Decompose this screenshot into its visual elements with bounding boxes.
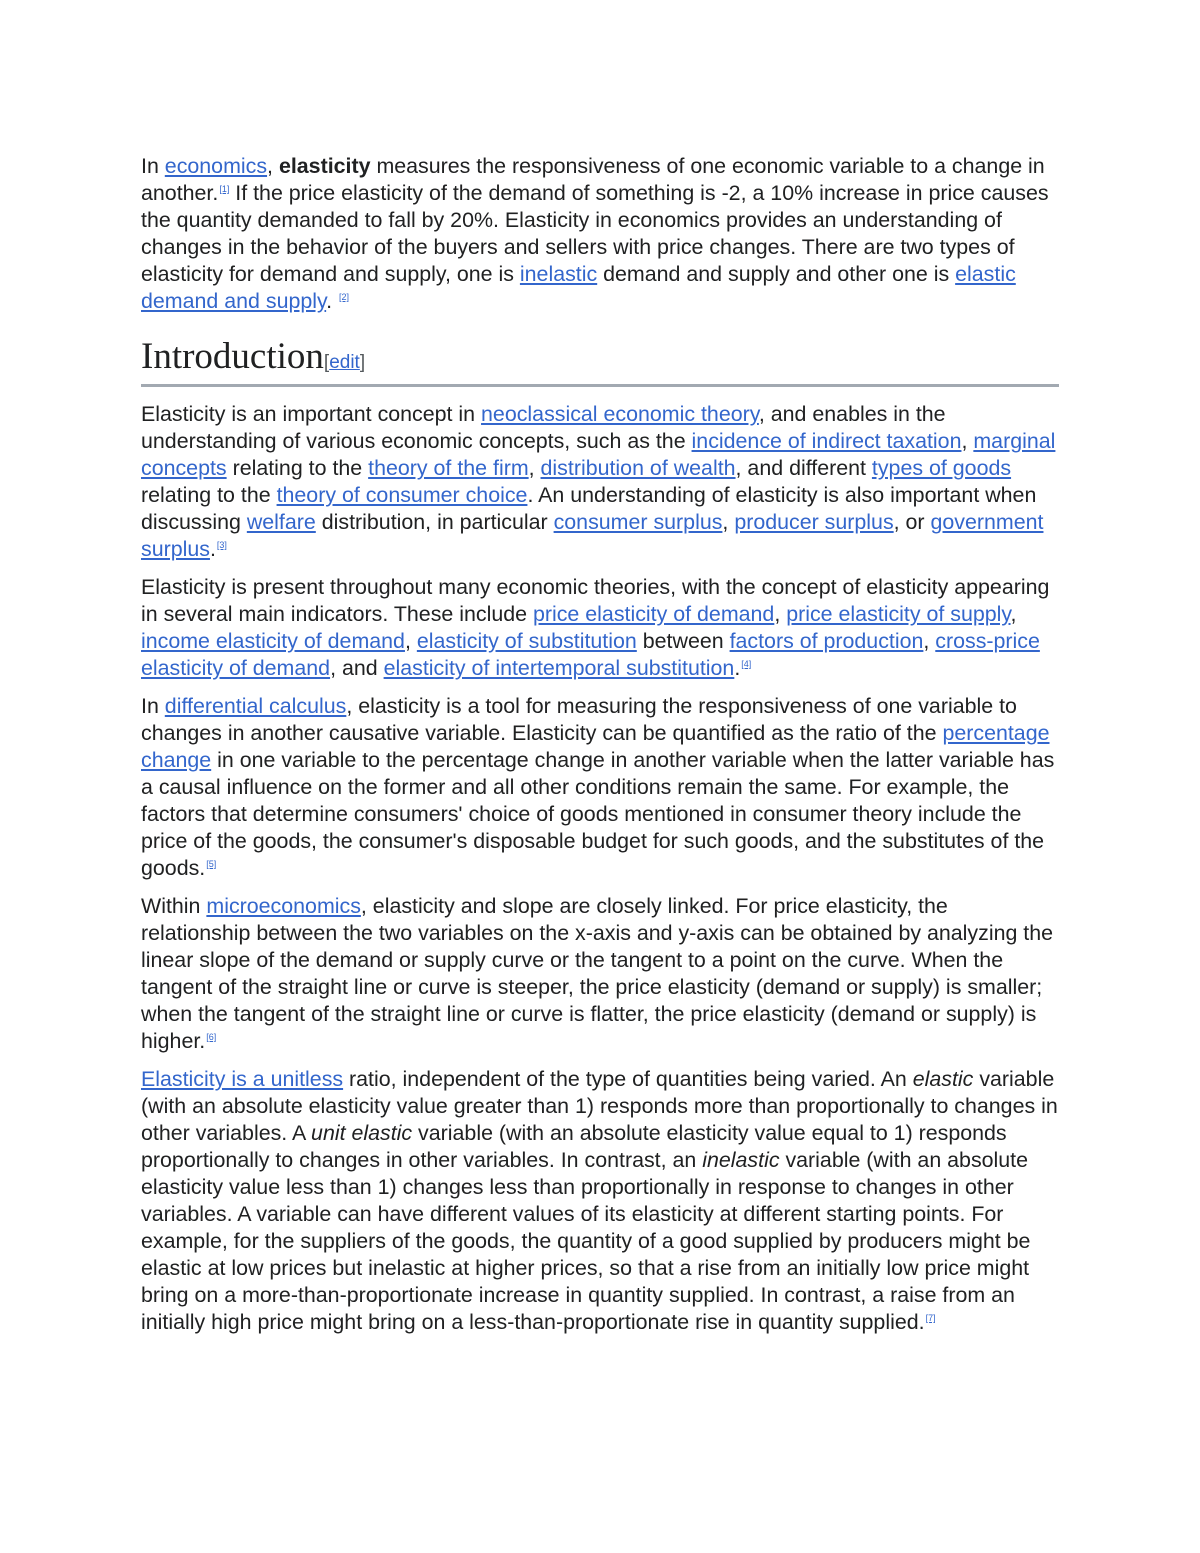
text: , and different xyxy=(735,456,872,480)
heading-title: Introduction xyxy=(141,336,324,377)
text: in one variable to the percentage change in another variable when the latter variable has a causal influence on the former and all other conditions remain the same. For example, the factors that determine consumers' choice of goods mentioned in consumer theory include the price of the goods, the consumer's disposable budget for such goods, and the substitutes of the goods. xyxy=(141,748,1055,880)
text: measures the responsiveness of one economic variable to a change in another. xyxy=(141,154,1045,205)
citation-4[interactable]: [4] xyxy=(741,658,752,669)
text: In xyxy=(141,694,165,718)
text: variable (with an absolute elasticity value greater than 1) responds more than proportionally to changes in other variables. A xyxy=(141,1067,1058,1145)
link-types-of-goods[interactable]: types of goods xyxy=(871,456,1012,480)
edit-bracket-close: ] xyxy=(359,352,366,373)
citation-7[interactable]: [7] xyxy=(925,1312,936,1323)
text: If the price elasticity of the demand of something is -2, a 10% increase in price causes the quantity demanded to fall by 20%. Elasticity in economics provides an understanding of changes in the behavior of the buyers and sellers with price changes. There are two types of elasticity for demand and supply, one is xyxy=(141,181,1049,286)
citation-2[interactable]: [2] xyxy=(339,291,350,302)
text: , elasticity is a tool for measuring the responsiveness of one variable to changes in another causative variable. Elasticity can be quantified as the ratio of the xyxy=(141,694,1017,745)
link-government-surplus[interactable]: government surplus xyxy=(141,510,1044,561)
text: , xyxy=(722,510,735,534)
paragraph-intro-2 xyxy=(141,574,1059,682)
link-income-elasticity-of-demand[interactable]: income elasticity of demand xyxy=(141,629,405,653)
link-price-elasticity-of-demand[interactable]: price elasticity of demand xyxy=(532,602,775,626)
text: , or xyxy=(893,510,931,534)
citation-3[interactable]: [3] xyxy=(216,539,227,550)
text: , xyxy=(961,429,974,453)
bold-term-elasticity: elasticity xyxy=(278,154,371,178)
paragraph-intro-3 xyxy=(141,693,1059,882)
edit-link[interactable]: edit xyxy=(329,352,360,373)
text: , xyxy=(404,629,417,653)
lead-paragraph xyxy=(141,153,1059,315)
link-theory-of-consumer-choice[interactable]: theory of consumer choice xyxy=(276,483,528,507)
paragraph-intro-5 xyxy=(141,1066,1059,1336)
text: , and enables in the understanding of various economic concepts, such as the xyxy=(141,402,946,453)
link-economics[interactable]: economics xyxy=(164,154,268,178)
citation-5[interactable]: [5] xyxy=(206,858,217,869)
text: . xyxy=(209,537,216,561)
text: , elasticity and slope are closely linked. For price elasticity, the relationship between the two variables on the x-axis and y-axis can be obtained by analyzing the linear slope of the demand or supply curve or the tangent to a point on the curve. When the tangent of the straight line or curve is steeper, the price elasticity (demand or supply) is smaller; when the tangent of the straight line or curve is flatter, the price elasticity (demand or supply) is higher. xyxy=(141,894,1054,1053)
text: Elasticity is an important concept in xyxy=(141,402,482,426)
text: In xyxy=(141,154,165,178)
text: . xyxy=(326,289,339,313)
link-inelastic[interactable]: inelastic xyxy=(519,262,598,286)
text: , and xyxy=(330,656,384,680)
link-distribution-of-wealth[interactable]: distribution of wealth xyxy=(540,456,736,480)
link-incidence-of-indirect-taxation[interactable]: incidence of indirect taxation xyxy=(691,429,962,453)
italic-term-unit-elastic: unit elastic xyxy=(311,1121,413,1145)
citation-1[interactable]: [1] xyxy=(219,183,230,194)
link-neoclassical-economic-theory[interactable]: neoclassical economic theory xyxy=(481,402,759,426)
text: relating to the xyxy=(141,483,277,507)
link-cross-price-elasticity-of-demand[interactable]: cross-price elasticity of demand xyxy=(141,629,1040,680)
edit-bracket-open: [ xyxy=(323,352,330,373)
text: , xyxy=(923,629,936,653)
article-body xyxy=(141,153,1059,1347)
link-elasticity-is-a-unitless[interactable]: Elasticity is a unitless xyxy=(141,1067,344,1091)
text: . xyxy=(734,656,741,680)
section-heading-introduction xyxy=(141,336,1059,387)
italic-term-inelastic: inelastic xyxy=(702,1148,780,1172)
text: relating to the xyxy=(226,456,369,480)
text: , xyxy=(528,456,541,480)
link-producer-surplus[interactable]: producer surplus xyxy=(734,510,894,534)
link-elasticity-of-intertemporal-substitution[interactable]: elasticity of intertemporal substitution xyxy=(383,656,735,680)
text: distribution, in particular xyxy=(315,510,554,534)
paragraph-intro-1 xyxy=(141,401,1059,563)
link-consumer-surplus[interactable]: consumer surplus xyxy=(553,510,723,534)
link-factors-of-production[interactable]: factors of production xyxy=(729,629,924,653)
text: , xyxy=(774,602,787,626)
text: between xyxy=(636,629,730,653)
link-elastic-demand-and-supply[interactable]: elastic demand and supply xyxy=(141,262,1016,313)
link-price-elasticity-of-supply[interactable]: price elasticity of supply xyxy=(786,602,1011,626)
text: , xyxy=(1010,602,1017,626)
link-percentage-change[interactable]: percentage change xyxy=(141,721,1050,772)
link-welfare[interactable]: welfare xyxy=(246,510,316,534)
link-theory-of-the-firm[interactable]: theory of the firm xyxy=(368,456,529,480)
paragraph-intro-4 xyxy=(141,893,1059,1055)
link-differential-calculus[interactable]: differential calculus xyxy=(164,694,347,718)
link-marginal-concepts[interactable]: marginal concepts xyxy=(141,429,1056,480)
text: Within xyxy=(141,894,207,918)
link-microeconomics[interactable]: microeconomics xyxy=(206,894,361,918)
link-elasticity-of-substitution[interactable]: elasticity of substitution xyxy=(416,629,637,653)
text: variable (with an absolute elasticity value equal to 1) responds proportionally to changes in other variables. In contrast, an xyxy=(141,1121,1007,1172)
text: ratio, independent of the type of quantities being varied. An xyxy=(343,1067,913,1091)
text: , xyxy=(267,154,279,178)
text: . An understanding of elasticity is also important when discussing xyxy=(141,483,1037,534)
text: Elasticity is present throughout many economic theories, with the concept of elasticity appearing in several main indicators. These include xyxy=(141,575,1050,626)
italic-term-elastic: elastic xyxy=(912,1067,974,1091)
text: variable (with an absolute elasticity value less than 1) changes less than proportionally in response to changes in other variables. A variable can have different values of its elasticity at different starting points. For example, for the suppliers of the goods, the quantity of a good supplied by producers might be elastic at low prices but inelastic at higher prices, so that a rise from an initially low price might bring on a more-than-proportionate increase in quantity supplied. In contrast, a raise from an initially high price might bring on a less-than-proportionate rise in quantity supplied. xyxy=(141,1148,1031,1334)
citation-6[interactable]: [6] xyxy=(206,1031,217,1042)
text: demand and supply and other one is xyxy=(597,262,956,286)
